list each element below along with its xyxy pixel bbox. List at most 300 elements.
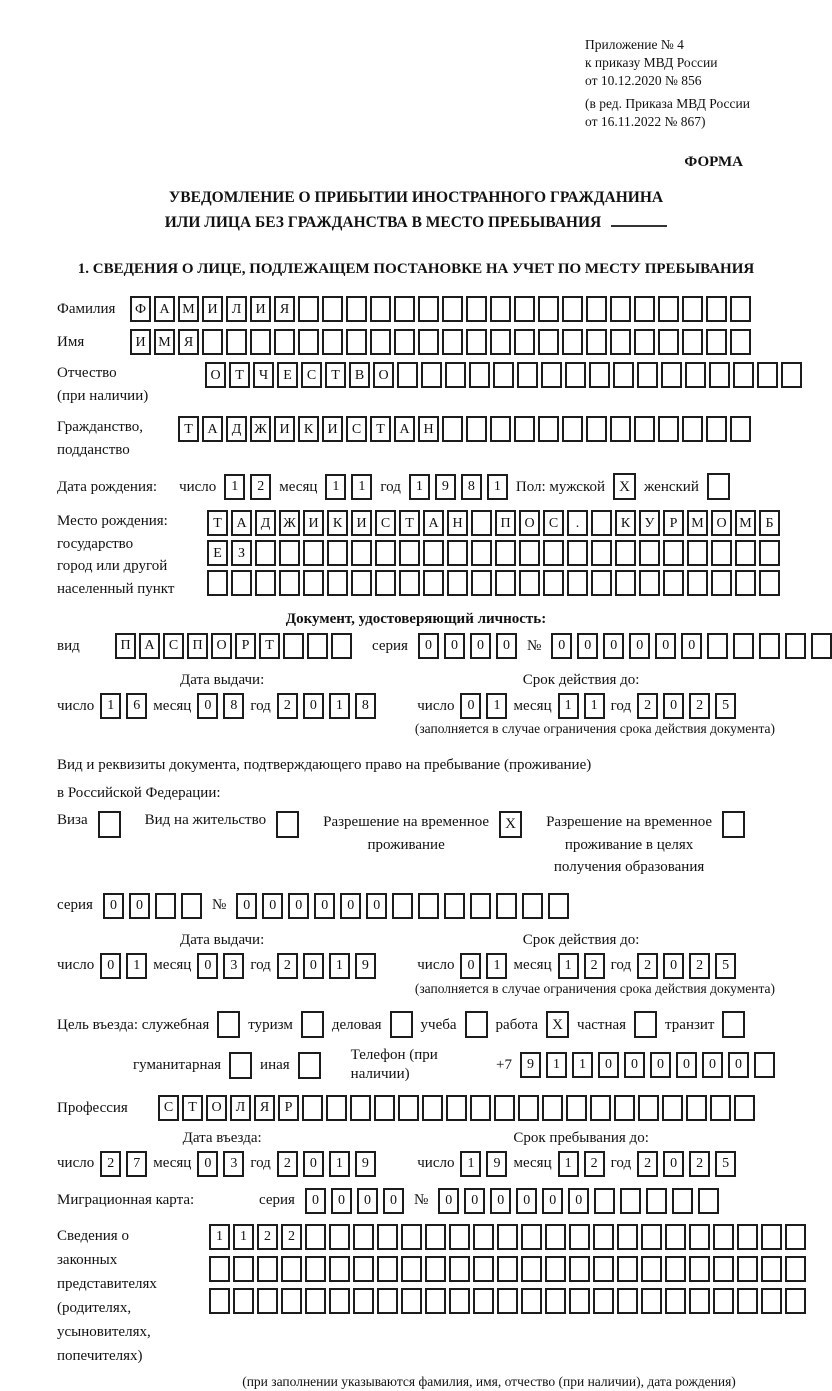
char-cell[interactable]: [446, 1095, 467, 1121]
char-cell[interactable]: 1: [100, 693, 121, 719]
char-cell[interactable]: [613, 362, 634, 388]
char-cell[interactable]: [542, 1095, 563, 1121]
char-cell[interactable]: [641, 1256, 662, 1282]
char-cell[interactable]: Т: [325, 362, 346, 388]
char-cell[interactable]: [207, 570, 228, 596]
char-cell[interactable]: [447, 570, 468, 596]
char-cell[interactable]: Т: [259, 633, 280, 659]
char-cell[interactable]: С: [543, 510, 564, 536]
char-cell[interactable]: Р: [663, 510, 684, 536]
char-cell[interactable]: [447, 540, 468, 566]
char-cell[interactable]: [593, 1288, 614, 1314]
char-cell[interactable]: [423, 570, 444, 596]
char-cell[interactable]: [662, 1095, 683, 1121]
char-cell[interactable]: [421, 362, 442, 388]
char-cell[interactable]: [665, 1224, 686, 1250]
char-cell[interactable]: 0: [262, 893, 283, 919]
char-cell[interactable]: [686, 1095, 707, 1121]
char-cell[interactable]: 0: [650, 1052, 671, 1078]
char-cell[interactable]: 8: [461, 474, 482, 500]
char-cell[interactable]: [392, 893, 413, 919]
char-cell[interactable]: [233, 1256, 254, 1282]
char-cell[interactable]: К: [327, 510, 348, 536]
char-cell[interactable]: [617, 1256, 638, 1282]
char-cell[interactable]: [423, 540, 444, 566]
char-cell[interactable]: 1: [224, 474, 245, 500]
char-cell[interactable]: 0: [728, 1052, 749, 1078]
char-cell[interactable]: [785, 1256, 806, 1282]
char-cell[interactable]: 8: [223, 693, 244, 719]
char-cell[interactable]: [615, 570, 636, 596]
char-cell[interactable]: [442, 296, 463, 322]
char-cell[interactable]: [302, 1095, 323, 1121]
char-cell[interactable]: [663, 540, 684, 566]
char-cell[interactable]: Т: [207, 510, 228, 536]
char-cell[interactable]: 9: [435, 474, 456, 500]
char-cell[interactable]: [305, 1224, 326, 1250]
char-cell[interactable]: 1: [325, 474, 346, 500]
char-cell[interactable]: [497, 1288, 518, 1314]
char-cell[interactable]: [614, 1095, 635, 1121]
char-cell[interactable]: П: [115, 633, 136, 659]
char-cell[interactable]: 0: [496, 633, 517, 659]
char-cell[interactable]: [698, 1188, 719, 1214]
char-cell[interactable]: Ф: [130, 296, 151, 322]
char-cell[interactable]: 0: [288, 893, 309, 919]
char-cell[interactable]: [497, 1224, 518, 1250]
char-cell[interactable]: [665, 1256, 686, 1282]
char-cell[interactable]: [785, 1288, 806, 1314]
char-cell[interactable]: [322, 329, 343, 355]
char-cell[interactable]: 1: [558, 693, 579, 719]
char-cell[interactable]: А: [231, 510, 252, 536]
char-cell[interactable]: [545, 1288, 566, 1314]
char-cell[interactable]: [353, 1256, 374, 1282]
char-cell[interactable]: [209, 1256, 230, 1282]
char-cell[interactable]: [548, 893, 569, 919]
char-cell[interactable]: Д: [226, 416, 247, 442]
char-cell[interactable]: [685, 362, 706, 388]
char-cell[interactable]: [377, 1256, 398, 1282]
char-cell[interactable]: О: [206, 1095, 227, 1121]
char-cell[interactable]: [541, 362, 562, 388]
char-cell[interactable]: [521, 1288, 542, 1314]
char-cell[interactable]: [494, 1095, 515, 1121]
char-cell[interactable]: 1: [584, 693, 605, 719]
char-cell[interactable]: О: [519, 510, 540, 536]
char-cell[interactable]: 1: [486, 953, 507, 979]
char-cell[interactable]: [617, 1288, 638, 1314]
char-cell[interactable]: [689, 1224, 710, 1250]
char-cell[interactable]: 9: [355, 1151, 376, 1177]
char-cell[interactable]: 0: [444, 633, 465, 659]
char-cell[interactable]: [399, 540, 420, 566]
char-cell[interactable]: [646, 1188, 667, 1214]
char-cell[interactable]: [757, 362, 778, 388]
char-cell[interactable]: [591, 540, 612, 566]
char-cell[interactable]: [322, 296, 343, 322]
char-cell[interactable]: 0: [129, 893, 150, 919]
char-cell[interactable]: Р: [278, 1095, 299, 1121]
char-cell[interactable]: А: [139, 633, 160, 659]
char-cell[interactable]: С: [163, 633, 184, 659]
char-cell[interactable]: [425, 1288, 446, 1314]
char-cell[interactable]: 0: [303, 1151, 324, 1177]
char-cell[interactable]: [351, 540, 372, 566]
char-cell[interactable]: 2: [257, 1224, 278, 1250]
char-cell[interactable]: [589, 362, 610, 388]
char-cell[interactable]: [658, 329, 679, 355]
char-cell[interactable]: [759, 540, 780, 566]
char-cell[interactable]: 0: [470, 633, 491, 659]
char-cell[interactable]: О: [711, 510, 732, 536]
char-cell[interactable]: [706, 329, 727, 355]
char-cell[interactable]: С: [375, 510, 396, 536]
char-cell[interactable]: 0: [100, 953, 121, 979]
char-cell[interactable]: О: [205, 362, 226, 388]
char-cell[interactable]: [425, 1256, 446, 1282]
char-cell[interactable]: [734, 1095, 755, 1121]
char-cell[interactable]: [590, 1095, 611, 1121]
char-cell[interactable]: [303, 570, 324, 596]
char-cell[interactable]: [661, 362, 682, 388]
char-cell[interactable]: [754, 1052, 775, 1078]
char-cell[interactable]: 2: [637, 953, 658, 979]
char-cell[interactable]: 0: [577, 633, 598, 659]
char-cell[interactable]: 1: [351, 474, 372, 500]
char-cell[interactable]: Я: [178, 329, 199, 355]
char-cell[interactable]: [569, 1256, 590, 1282]
char-cell[interactable]: [470, 893, 491, 919]
char-cell[interactable]: [422, 1095, 443, 1121]
char-cell[interactable]: [567, 570, 588, 596]
char-cell[interactable]: Е: [207, 540, 228, 566]
char-cell[interactable]: 0: [236, 893, 257, 919]
char-cell[interactable]: [346, 329, 367, 355]
char-cell[interactable]: [521, 1256, 542, 1282]
char-cell[interactable]: [350, 1095, 371, 1121]
purpose-other-checkbox[interactable]: [298, 1052, 321, 1079]
char-cell[interactable]: [689, 1288, 710, 1314]
char-cell[interactable]: [418, 893, 439, 919]
char-cell[interactable]: [538, 296, 559, 322]
char-cell[interactable]: [781, 362, 802, 388]
char-cell[interactable]: [610, 329, 631, 355]
char-cell[interactable]: [331, 633, 352, 659]
char-cell[interactable]: [305, 1288, 326, 1314]
char-cell[interactable]: [617, 1224, 638, 1250]
char-cell[interactable]: [610, 296, 631, 322]
char-cell[interactable]: [255, 540, 276, 566]
char-cell[interactable]: 0: [103, 893, 124, 919]
char-cell[interactable]: 0: [314, 893, 335, 919]
char-cell[interactable]: Т: [178, 416, 199, 442]
char-cell[interactable]: [737, 1224, 758, 1250]
temp-residence-checkbox[interactable]: X: [499, 811, 522, 838]
char-cell[interactable]: [305, 1256, 326, 1282]
char-cell[interactable]: [710, 1095, 731, 1121]
char-cell[interactable]: 9: [355, 953, 376, 979]
char-cell[interactable]: 0: [603, 633, 624, 659]
char-cell[interactable]: 2: [689, 693, 710, 719]
char-cell[interactable]: 1: [572, 1052, 593, 1078]
char-cell[interactable]: [471, 570, 492, 596]
char-cell[interactable]: Л: [230, 1095, 251, 1121]
char-cell[interactable]: [449, 1224, 470, 1250]
char-cell[interactable]: [226, 329, 247, 355]
char-cell[interactable]: [473, 1256, 494, 1282]
char-cell[interactable]: [785, 633, 806, 659]
char-cell[interactable]: Е: [277, 362, 298, 388]
char-cell[interactable]: [514, 416, 535, 442]
char-cell[interactable]: У: [639, 510, 660, 536]
char-cell[interactable]: [566, 1095, 587, 1121]
char-cell[interactable]: [713, 1224, 734, 1250]
char-cell[interactable]: [707, 633, 728, 659]
char-cell[interactable]: [374, 1095, 395, 1121]
char-cell[interactable]: 3: [223, 1151, 244, 1177]
char-cell[interactable]: [569, 1288, 590, 1314]
char-cell[interactable]: [811, 633, 832, 659]
char-cell[interactable]: 7: [126, 1151, 147, 1177]
char-cell[interactable]: 1: [558, 953, 579, 979]
char-cell[interactable]: 9: [520, 1052, 541, 1078]
char-cell[interactable]: [351, 570, 372, 596]
char-cell[interactable]: [713, 1288, 734, 1314]
char-cell[interactable]: [490, 416, 511, 442]
char-cell[interactable]: [759, 570, 780, 596]
char-cell[interactable]: П: [187, 633, 208, 659]
char-cell[interactable]: [682, 329, 703, 355]
char-cell[interactable]: 1: [126, 953, 147, 979]
char-cell[interactable]: 0: [460, 693, 481, 719]
char-cell[interactable]: [418, 329, 439, 355]
char-cell[interactable]: 2: [584, 1151, 605, 1177]
char-cell[interactable]: Р: [235, 633, 256, 659]
char-cell[interactable]: 2: [689, 953, 710, 979]
char-cell[interactable]: 9: [486, 1151, 507, 1177]
char-cell[interactable]: [279, 570, 300, 596]
char-cell[interactable]: [634, 416, 655, 442]
char-cell[interactable]: [394, 329, 415, 355]
char-cell[interactable]: 0: [305, 1188, 326, 1214]
char-cell[interactable]: [672, 1188, 693, 1214]
char-cell[interactable]: [543, 540, 564, 566]
char-cell[interactable]: [303, 540, 324, 566]
char-cell[interactable]: [594, 1188, 615, 1214]
char-cell[interactable]: [514, 329, 535, 355]
char-cell[interactable]: И: [130, 329, 151, 355]
char-cell[interactable]: В: [349, 362, 370, 388]
char-cell[interactable]: О: [211, 633, 232, 659]
char-cell[interactable]: М: [735, 510, 756, 536]
char-cell[interactable]: М: [687, 510, 708, 536]
char-cell[interactable]: Я: [254, 1095, 275, 1121]
char-cell[interactable]: М: [154, 329, 175, 355]
char-cell[interactable]: С: [346, 416, 367, 442]
char-cell[interactable]: Т: [399, 510, 420, 536]
char-cell[interactable]: 0: [331, 1188, 352, 1214]
char-cell[interactable]: 0: [624, 1052, 645, 1078]
char-cell[interactable]: 5: [715, 1151, 736, 1177]
char-cell[interactable]: [665, 1288, 686, 1314]
char-cell[interactable]: 0: [702, 1052, 723, 1078]
char-cell[interactable]: [473, 1288, 494, 1314]
char-cell[interactable]: И: [351, 510, 372, 536]
char-cell[interactable]: [495, 570, 516, 596]
char-cell[interactable]: 0: [303, 953, 324, 979]
char-cell[interactable]: [522, 893, 543, 919]
char-cell[interactable]: [401, 1256, 422, 1282]
char-cell[interactable]: [329, 1288, 350, 1314]
char-cell[interactable]: [329, 1256, 350, 1282]
char-cell[interactable]: [155, 893, 176, 919]
char-cell[interactable]: [231, 570, 252, 596]
char-cell[interactable]: [298, 329, 319, 355]
char-cell[interactable]: Д: [255, 510, 276, 536]
purpose-official-checkbox[interactable]: [217, 1011, 240, 1038]
char-cell[interactable]: [737, 1288, 758, 1314]
char-cell[interactable]: А: [423, 510, 444, 536]
char-cell[interactable]: [737, 1256, 758, 1282]
char-cell[interactable]: Ж: [279, 510, 300, 536]
char-cell[interactable]: К: [298, 416, 319, 442]
char-cell[interactable]: [639, 540, 660, 566]
char-cell[interactable]: [418, 296, 439, 322]
char-cell[interactable]: [353, 1224, 374, 1250]
char-cell[interactable]: [687, 540, 708, 566]
char-cell[interactable]: 0: [438, 1188, 459, 1214]
visa-checkbox[interactable]: [98, 811, 121, 838]
char-cell[interactable]: [761, 1224, 782, 1250]
purpose-work-checkbox[interactable]: X: [546, 1011, 569, 1038]
char-cell[interactable]: А: [154, 296, 175, 322]
char-cell[interactable]: [496, 893, 517, 919]
char-cell[interactable]: [209, 1288, 230, 1314]
char-cell[interactable]: [281, 1256, 302, 1282]
char-cell[interactable]: [706, 416, 727, 442]
char-cell[interactable]: 0: [490, 1188, 511, 1214]
char-cell[interactable]: 0: [663, 693, 684, 719]
char-cell[interactable]: 2: [100, 1151, 121, 1177]
char-cell[interactable]: [401, 1288, 422, 1314]
char-cell[interactable]: 0: [655, 633, 676, 659]
char-cell[interactable]: [257, 1256, 278, 1282]
char-cell[interactable]: [711, 570, 732, 596]
char-cell[interactable]: .: [567, 510, 588, 536]
char-cell[interactable]: [733, 633, 754, 659]
char-cell[interactable]: 1: [487, 474, 508, 500]
char-cell[interactable]: А: [394, 416, 415, 442]
char-cell[interactable]: [370, 296, 391, 322]
char-cell[interactable]: [202, 329, 223, 355]
char-cell[interactable]: Л: [226, 296, 247, 322]
char-cell[interactable]: А: [202, 416, 223, 442]
char-cell[interactable]: [399, 570, 420, 596]
char-cell[interactable]: [445, 362, 466, 388]
char-cell[interactable]: 3: [223, 953, 244, 979]
char-cell[interactable]: [761, 1256, 782, 1282]
char-cell[interactable]: [562, 416, 583, 442]
char-cell[interactable]: 0: [197, 693, 218, 719]
char-cell[interactable]: [466, 296, 487, 322]
char-cell[interactable]: [471, 510, 492, 536]
char-cell[interactable]: [593, 1224, 614, 1250]
char-cell[interactable]: [634, 329, 655, 355]
char-cell[interactable]: [444, 893, 465, 919]
char-cell[interactable]: [562, 329, 583, 355]
char-cell[interactable]: [567, 540, 588, 566]
purpose-business-checkbox[interactable]: [390, 1011, 413, 1038]
char-cell[interactable]: [401, 1224, 422, 1250]
char-cell[interactable]: 0: [340, 893, 361, 919]
char-cell[interactable]: 2: [637, 1151, 658, 1177]
char-cell[interactable]: [449, 1256, 470, 1282]
char-cell[interactable]: [329, 1224, 350, 1250]
char-cell[interactable]: 0: [568, 1188, 589, 1214]
char-cell[interactable]: Ж: [250, 416, 271, 442]
char-cell[interactable]: [493, 362, 514, 388]
char-cell[interactable]: [569, 1224, 590, 1250]
char-cell[interactable]: [471, 540, 492, 566]
char-cell[interactable]: 2: [277, 693, 298, 719]
char-cell[interactable]: [682, 416, 703, 442]
char-cell[interactable]: [514, 296, 535, 322]
char-cell[interactable]: [658, 296, 679, 322]
char-cell[interactable]: 2: [281, 1224, 302, 1250]
char-cell[interactable]: [519, 570, 540, 596]
char-cell[interactable]: [233, 1288, 254, 1314]
char-cell[interactable]: [709, 362, 730, 388]
char-cell[interactable]: [255, 570, 276, 596]
char-cell[interactable]: [730, 296, 751, 322]
char-cell[interactable]: [375, 540, 396, 566]
char-cell[interactable]: [565, 362, 586, 388]
char-cell[interactable]: М: [178, 296, 199, 322]
char-cell[interactable]: 0: [464, 1188, 485, 1214]
char-cell[interactable]: [298, 296, 319, 322]
char-cell[interactable]: [490, 296, 511, 322]
char-cell[interactable]: Н: [418, 416, 439, 442]
char-cell[interactable]: [545, 1224, 566, 1250]
char-cell[interactable]: [730, 329, 751, 355]
char-cell[interactable]: И: [322, 416, 343, 442]
char-cell[interactable]: [257, 1288, 278, 1314]
char-cell[interactable]: [274, 329, 295, 355]
char-cell[interactable]: [281, 1288, 302, 1314]
char-cell[interactable]: 1: [233, 1224, 254, 1250]
char-cell[interactable]: [326, 1095, 347, 1121]
char-cell[interactable]: 0: [460, 953, 481, 979]
char-cell[interactable]: [495, 540, 516, 566]
char-cell[interactable]: [425, 1224, 446, 1250]
char-cell[interactable]: О: [373, 362, 394, 388]
char-cell[interactable]: 1: [409, 474, 430, 500]
char-cell[interactable]: [377, 1224, 398, 1250]
char-cell[interactable]: [521, 1224, 542, 1250]
char-cell[interactable]: [375, 570, 396, 596]
char-cell[interactable]: [394, 296, 415, 322]
char-cell[interactable]: 0: [366, 893, 387, 919]
char-cell[interactable]: [610, 416, 631, 442]
char-cell[interactable]: 0: [663, 953, 684, 979]
char-cell[interactable]: 0: [663, 1151, 684, 1177]
char-cell[interactable]: 0: [542, 1188, 563, 1214]
char-cell[interactable]: [641, 1224, 662, 1250]
char-cell[interactable]: [538, 329, 559, 355]
char-cell[interactable]: 1: [329, 953, 350, 979]
char-cell[interactable]: И: [202, 296, 223, 322]
